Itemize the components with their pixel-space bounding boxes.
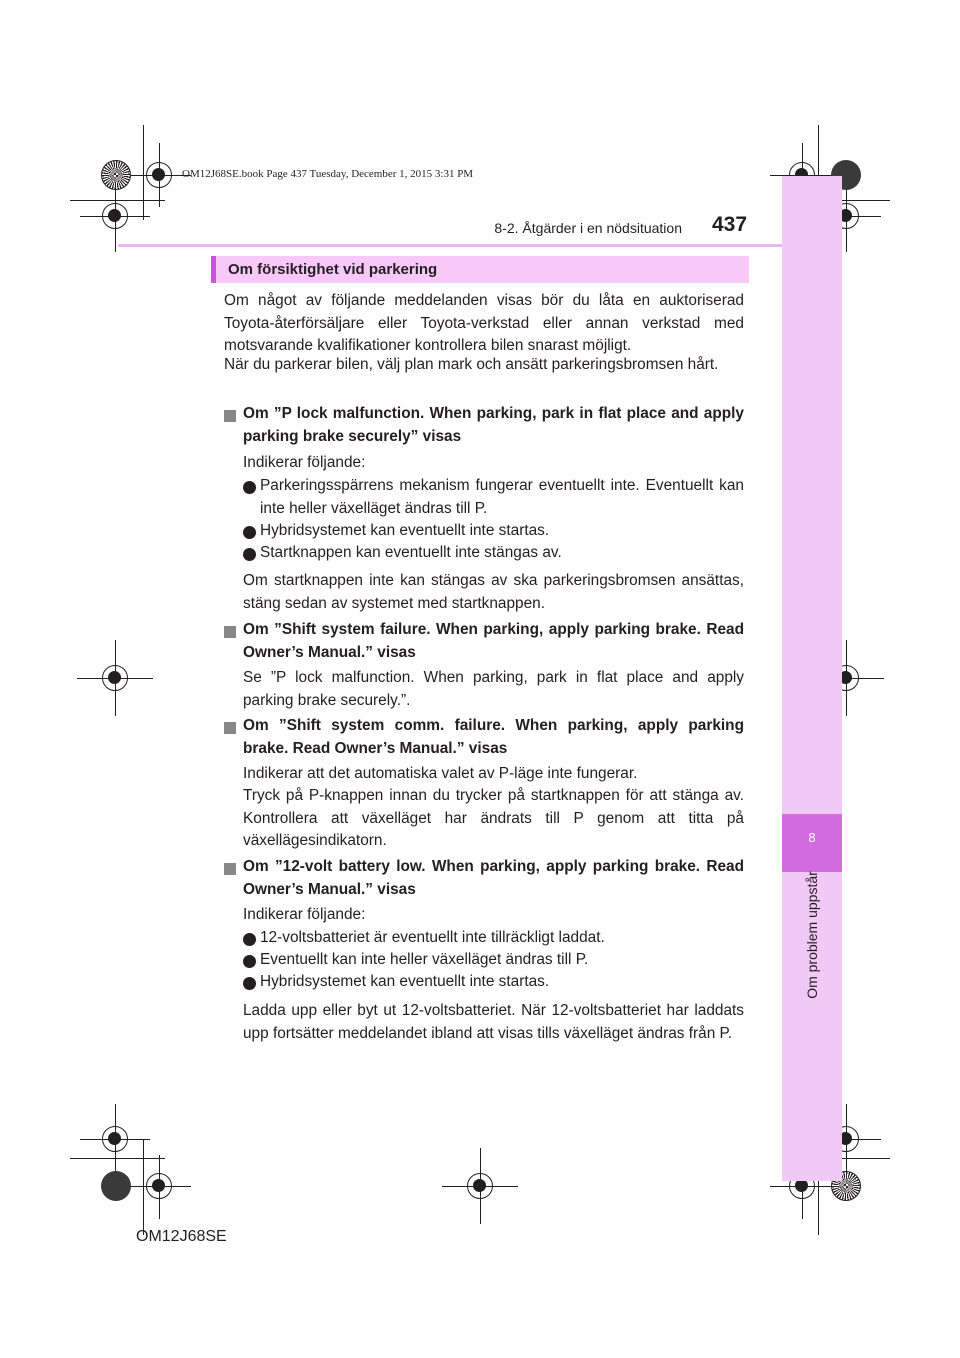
square-bullet-icon bbox=[224, 863, 236, 875]
footer-code: OM12J68SE bbox=[136, 1228, 227, 1245]
bullet-dot-icon bbox=[243, 526, 256, 539]
bullet-dot-icon bbox=[243, 955, 256, 968]
section-heading bbox=[211, 256, 749, 283]
side-tab-strip bbox=[782, 176, 842, 1181]
bullet-text: Hybridsystemet kan eventuellt inte startas. bbox=[260, 973, 550, 990]
item-title: Om ”12-volt battery low. When parking, apply parking brake. Read Owner’s Manual.” visas bbox=[243, 858, 744, 898]
item-tail: Om startknappen inte kan stängas av ska parkeringsbromsen ansättas, stäng sedan av systemet med startknappen. bbox=[243, 572, 744, 612]
bullet-dot-icon bbox=[243, 977, 256, 990]
item-title: Om ”Shift system comm. failure. When parking, apply parking brake. Read Owner’s Manual.” visas bbox=[243, 717, 744, 757]
header-rule bbox=[118, 244, 782, 247]
section-heading-text: Om försiktighet vid parkering bbox=[228, 261, 438, 278]
intro-paragraph: Om något av följande meddelanden visas bör du låta en auktoriserad Toyota-återförsäljare eller Toyota-verkstad eller annan verkstad med motsvarande kvalifikationer kontrollera bilen snarast möjligt. bbox=[224, 292, 744, 354]
running-header-title: 8-2. Åtgärder i en nödsituation bbox=[494, 220, 682, 236]
item-title: Om ”Shift system failure. When parking, apply parking brake. Read Owner’s Manual.” visas bbox=[243, 621, 744, 661]
chapter-number: 8 bbox=[808, 830, 816, 845]
item-lead: Indikerar följande: bbox=[243, 454, 366, 471]
item-lead: Indikerar följande: bbox=[243, 906, 366, 923]
bullet-text: Hybridsystemet kan eventuellt inte startas. bbox=[260, 522, 550, 539]
page-number: 437 bbox=[712, 213, 748, 236]
square-bullet-icon bbox=[224, 410, 236, 422]
item-lead: Se ”P lock malfunction. When parking, park in flat place and apply parking brake securely.”. bbox=[243, 669, 744, 709]
square-bullet-icon bbox=[224, 722, 236, 734]
bullet-dot-icon bbox=[243, 933, 256, 946]
bullet-text: Eventuellt kan inte heller växelläget ändras till P. bbox=[260, 951, 589, 968]
intro-paragraph: När du parkerar bilen, välj plan mark och ansätt parkeringsbromsen hårt. bbox=[224, 356, 719, 373]
square-bullet-icon bbox=[224, 626, 236, 638]
item-lead-continued: Tryck på P-knappen innan du trycker på startknappen för att stänga av. Kontrollera att växelläget har ändrats till P genom att titta på växellägesindikatorn. bbox=[243, 787, 744, 849]
chapter-label: Om problem uppstår bbox=[804, 871, 820, 999]
bullet-dot-icon bbox=[243, 481, 256, 494]
bullet-text: Startknappen kan eventuellt inte stängas av. bbox=[260, 544, 562, 561]
item-lead: Indikerar att det automatiska valet av P-läge inte fungerar. bbox=[243, 765, 638, 782]
item-tail: Ladda upp eller byt ut 12-voltsbatteriet. När 12-voltsbatteriet har laddats upp fortsätter meddelandet ibland att visas tills växelläget ändras från P. bbox=[243, 1002, 744, 1042]
item-title: Om ”P lock malfunction. When parking, park in flat place and apply parking brake securely” visas bbox=[243, 405, 744, 445]
bullet-text: Parkeringsspärrens mekanism fungerar eventuellt inte. Eventuellt kan inte heller växelläget ändras till P. bbox=[260, 477, 744, 517]
bullet-dot-icon bbox=[243, 548, 256, 561]
book-info: OM12J68SE.book Page 437 Tuesday, December 1, 2015 3:31 PM bbox=[182, 168, 474, 180]
bullet-text: 12-voltsbatteriet är eventuellt inte tillräckligt laddat. bbox=[260, 929, 605, 946]
